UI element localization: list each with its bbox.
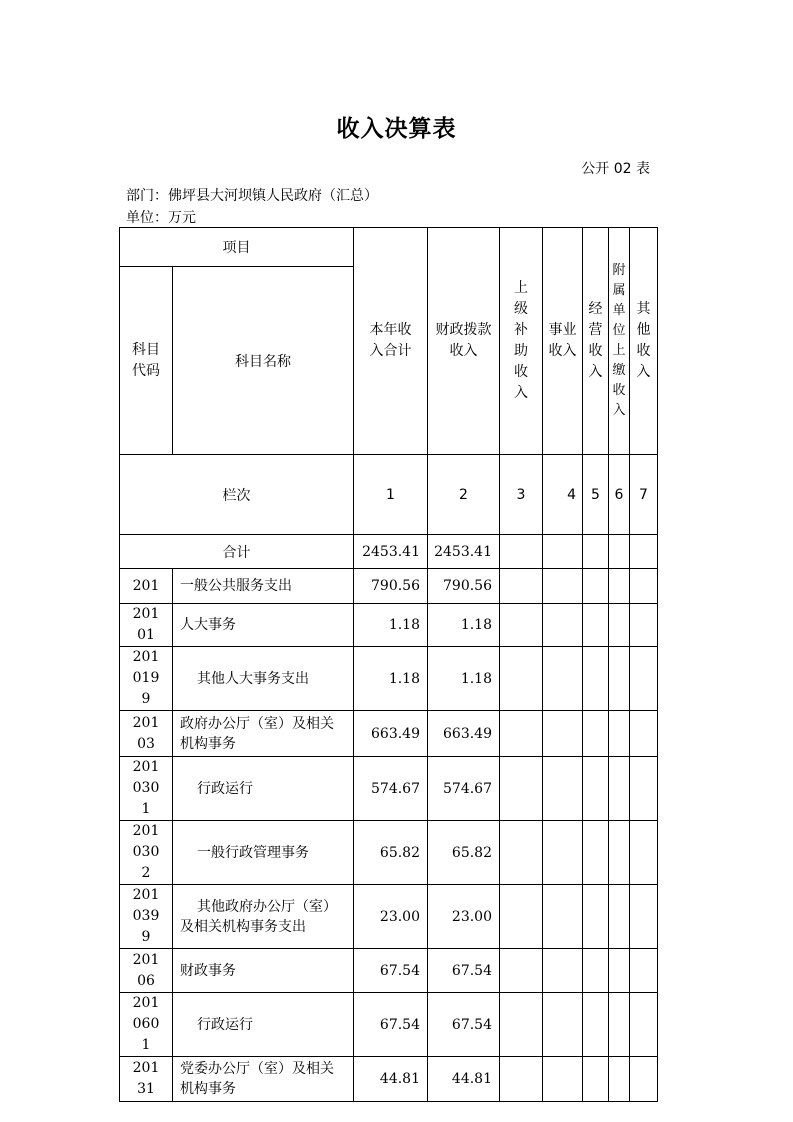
- header-operating: 经营收入: [583, 228, 609, 455]
- table-body: [120, 569, 658, 1102]
- department-label: 部门：佛坪县大河坝镇人民政府（汇总）: [126, 188, 378, 204]
- subject-name: 其他人大事务支出: [173, 647, 354, 711]
- subject-name: 政府办公厅（室）及相关机构事务: [173, 711, 354, 757]
- subject-name: 其他政府办公厅（室）及相关机构事务支出: [173, 885, 354, 949]
- total-row: [120, 535, 658, 569]
- row-fiscal: 44.81: [428, 1057, 500, 1102]
- header-total: 本年收入合计: [354, 228, 428, 455]
- total-fiscal: 2453.41: [428, 535, 500, 569]
- column-number: 4: [543, 455, 583, 535]
- subject-name: 党委办公厅（室）及相关机构事务: [173, 1057, 354, 1102]
- subject-code: 20101: [120, 604, 173, 647]
- table-row: [120, 993, 658, 1057]
- row-fiscal: 574.67: [428, 757, 500, 821]
- header-item: 项目: [120, 228, 354, 267]
- subject-name: 人大事务: [173, 604, 354, 647]
- table-row: [120, 757, 658, 821]
- row-fiscal: 23.00: [428, 885, 500, 949]
- form-number: 公开 02 表: [581, 161, 650, 177]
- column-number: 7: [630, 455, 658, 535]
- row-total: 23.00: [354, 885, 428, 949]
- subject-code: 201: [120, 569, 173, 604]
- row-total: 44.81: [354, 1057, 428, 1102]
- row-fiscal: 67.54: [428, 949, 500, 993]
- report-title: 收入决算表: [336, 116, 457, 142]
- column-number: 3: [500, 455, 543, 535]
- subject-name: 行政运行: [173, 757, 354, 821]
- subject-code: 2010302: [120, 821, 173, 885]
- table-row: [120, 604, 658, 647]
- row-total: 1.18: [354, 647, 428, 711]
- row-total: 790.56: [354, 569, 428, 604]
- header-superior: 上级补助收入: [500, 228, 543, 455]
- row-fiscal: 663.49: [428, 711, 500, 757]
- total-amount: 2453.41: [354, 535, 428, 569]
- header-fiscal: 财政拨款收入: [428, 228, 500, 455]
- subject-name: 财政事务: [173, 949, 354, 993]
- subject-code: 20106: [120, 949, 173, 993]
- header-business: 事业收入: [543, 228, 583, 455]
- total-label: 合计: [120, 535, 354, 569]
- header-affiliated: 附属单位上缴收入: [609, 228, 630, 455]
- column-number: 6: [609, 455, 630, 535]
- row-fiscal: 67.54: [428, 993, 500, 1057]
- table-row: [120, 647, 658, 711]
- row-total: 1.18: [354, 604, 428, 647]
- row-fiscal: 790.56: [428, 569, 500, 604]
- subject-code: 2010199: [120, 647, 173, 711]
- row-total: 67.54: [354, 949, 428, 993]
- table-row: [120, 1057, 658, 1102]
- row-fiscal: 65.82: [428, 821, 500, 885]
- income-table: [119, 227, 658, 1102]
- table-row: [120, 949, 658, 993]
- subject-code: 2010601: [120, 993, 173, 1057]
- subject-code: 2010399: [120, 885, 173, 949]
- row-total: 65.82: [354, 821, 428, 885]
- header-name: 科目名称: [173, 267, 354, 455]
- row-fiscal: 1.18: [428, 647, 500, 711]
- subject-code: 20103: [120, 711, 173, 757]
- subject-name: 行政运行: [173, 993, 354, 1057]
- header-other: 其他收入: [630, 228, 658, 455]
- column-number-row: [120, 455, 658, 535]
- subject-name: 一般行政管理事务: [173, 821, 354, 885]
- table-row: [120, 885, 658, 949]
- column-number: 2: [428, 455, 500, 535]
- header-code: 科目代码: [120, 267, 173, 455]
- table-row: [120, 711, 658, 757]
- table-header: [120, 228, 658, 569]
- row-total: 663.49: [354, 711, 428, 757]
- subject-name: 一般公共服务支出: [173, 569, 354, 604]
- column-number: 1: [354, 455, 428, 535]
- subject-code: 2010301: [120, 757, 173, 821]
- row-total: 574.67: [354, 757, 428, 821]
- table-row: [120, 821, 658, 885]
- subject-code: 20131: [120, 1057, 173, 1102]
- column-number: 5: [583, 455, 609, 535]
- table-row: [120, 569, 658, 604]
- unit-label: 单位：万元: [126, 210, 196, 226]
- column-label: 栏次: [120, 455, 354, 535]
- row-fiscal: 1.18: [428, 604, 500, 647]
- row-total: 67.54: [354, 993, 428, 1057]
